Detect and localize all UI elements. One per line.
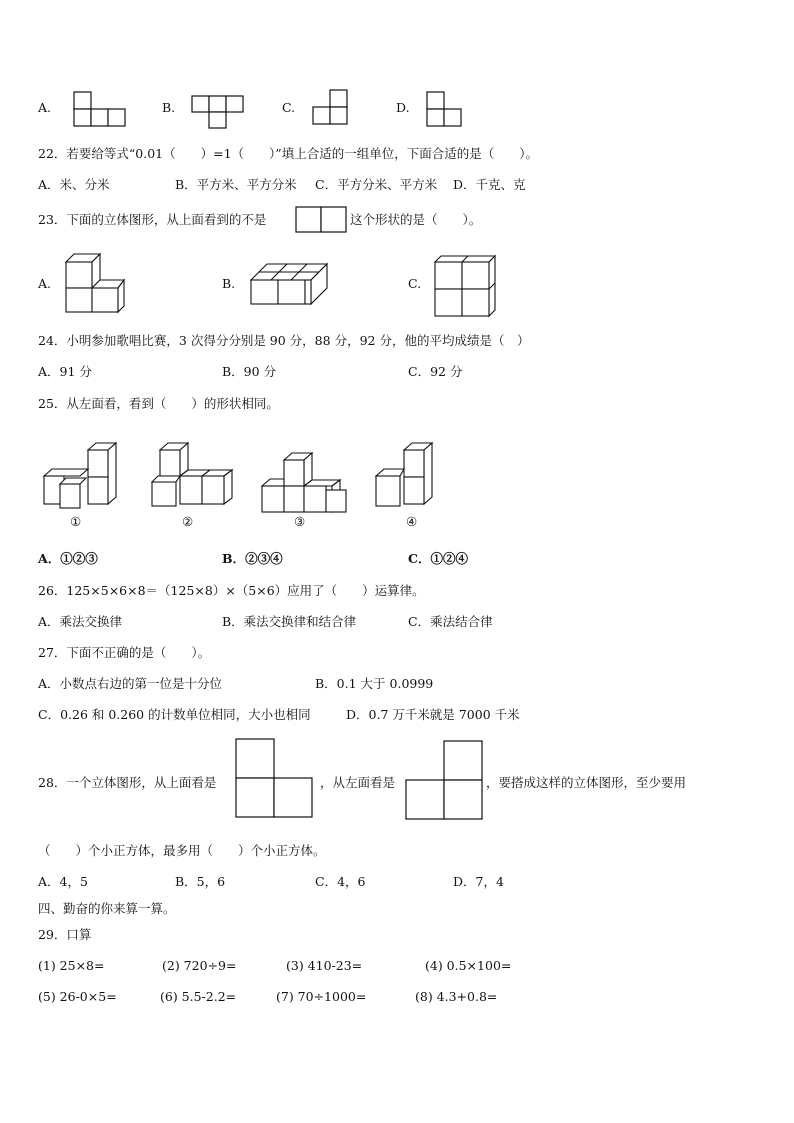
q25-figure-1 xyxy=(42,442,122,512)
q21-figure-c xyxy=(313,90,363,130)
q29-item-2: (2) 720÷9= xyxy=(162,958,237,973)
q21-option-b-label: B. xyxy=(162,100,176,115)
q22-stem: 22．若要给等式“0.01（ ）=1（ ）”填上合适的一组单位，下面合适的是（ ）。 xyxy=(38,146,538,161)
q22-option-d: D．千克、克 xyxy=(453,177,526,192)
q21-figure-b xyxy=(192,96,252,136)
q23-stem-part2: 这个形状的是（ ）。 xyxy=(350,212,482,227)
q23-figure-c xyxy=(433,254,503,318)
q24-option-c: C．92 分 xyxy=(408,364,463,379)
q27-option-d: D．0.7 万千米就是 7000 千米 xyxy=(346,707,520,722)
q29-item-5: (5) 26-0×5= xyxy=(38,989,117,1004)
q21-option-c-label: C. xyxy=(282,100,296,115)
q25-option-b: B．②③④ xyxy=(222,551,283,566)
q24-option-b: B．90 分 xyxy=(222,364,277,379)
q25-label-1: ① xyxy=(70,514,82,529)
q29-title: 29．口算 xyxy=(38,927,92,942)
q23-figure-b xyxy=(249,262,339,310)
q21-option-d-label: D. xyxy=(396,100,410,115)
q23-stem-part1: 23．下面的立体图形，从上面看到的不是 xyxy=(38,212,267,227)
q28-stem-part3: ，要搭成这样的立体图形，至少要用 xyxy=(486,775,687,790)
q26-stem: 26．125×5×6×8＝（125×8）×（5×6）应用了（ ）运算律。 xyxy=(38,583,425,598)
q26-option-c: C．乘法结合律 xyxy=(408,614,493,629)
q28-option-a: A．4，5 xyxy=(38,874,88,889)
q22-option-c: C．平方分米、平方米 xyxy=(315,177,438,192)
q24-option-a: A．91 分 xyxy=(38,364,92,379)
q29-item-8: (8) 4.3+0.8= xyxy=(415,989,498,1004)
q25-label-4: ④ xyxy=(406,514,418,529)
q21-figure-a xyxy=(74,92,134,132)
q28-stem-part4: （ ）个小正方体，最多用（ ）个小正方体。 xyxy=(38,843,326,858)
q25-option-a: A．①②③ xyxy=(38,551,98,566)
q28-top-view-figure xyxy=(236,739,316,821)
q27-stem: 27．下面不正确的是（ ）。 xyxy=(38,645,211,660)
q21-figure-d xyxy=(427,92,477,132)
q28-stem-part2: ，从左面看是 xyxy=(320,775,396,790)
q29-item-6: (6) 5.5-2.2= xyxy=(160,989,237,1004)
q25-stem: 25．从左面看，看到（ ）的形状相同。 xyxy=(38,396,279,411)
q27-option-b: B．0.1 大于 0.0999 xyxy=(315,676,434,691)
q25-figure-2 xyxy=(150,442,240,512)
q24-stem: 24．小明参加歌唱比赛，3 次得分分别是 90 分，88 分，92 分，他的平均成绩是（ ） xyxy=(38,333,530,348)
q23-two-square-shape xyxy=(296,207,346,235)
q29-item-3: (3) 410-23= xyxy=(286,958,363,973)
q23-figure-a xyxy=(64,252,134,314)
q27-option-a: A．小数点右边的第一位是十分位 xyxy=(38,676,223,691)
q21-option-a-label: A. xyxy=(38,100,52,115)
q23-option-b-label: B. xyxy=(222,276,236,291)
q27-option-c: C．0.26 和 0.260 的计数单位相同，大小也相同 xyxy=(38,707,311,722)
q28-option-b: B．5，6 xyxy=(175,874,226,889)
q25-option-c: C．①②④ xyxy=(408,551,468,566)
q25-label-2: ② xyxy=(182,514,194,529)
q28-left-view-figure xyxy=(406,741,486,823)
q26-option-a: A．乘法交换律 xyxy=(38,614,123,629)
q28-stem-part1: 28．一个立体图形，从上面看是 xyxy=(38,775,217,790)
q25-figure-4 xyxy=(374,442,444,512)
q22-option-b: B．平方米、平方分米 xyxy=(175,177,297,192)
q25-figure-3 xyxy=(260,452,355,522)
q28-option-d: D．7，4 xyxy=(453,874,504,889)
q23-option-c-label: C. xyxy=(408,276,422,291)
q29-item-4: (4) 0.5×100= xyxy=(425,958,512,973)
q25-label-3: ③ xyxy=(294,514,306,529)
q29-item-7: (7) 70÷1000= xyxy=(276,989,367,1004)
q23-option-a-label: A. xyxy=(38,276,52,291)
q26-option-b: B．乘法交换律和结合律 xyxy=(222,614,357,629)
q28-option-c: C．4，6 xyxy=(315,874,366,889)
q29-item-1: (1) 25×8= xyxy=(38,958,105,973)
section-4-heading: 四、勤奋的你来算一算。 xyxy=(38,901,176,916)
q22-option-a: A．米、分米 xyxy=(38,177,110,192)
